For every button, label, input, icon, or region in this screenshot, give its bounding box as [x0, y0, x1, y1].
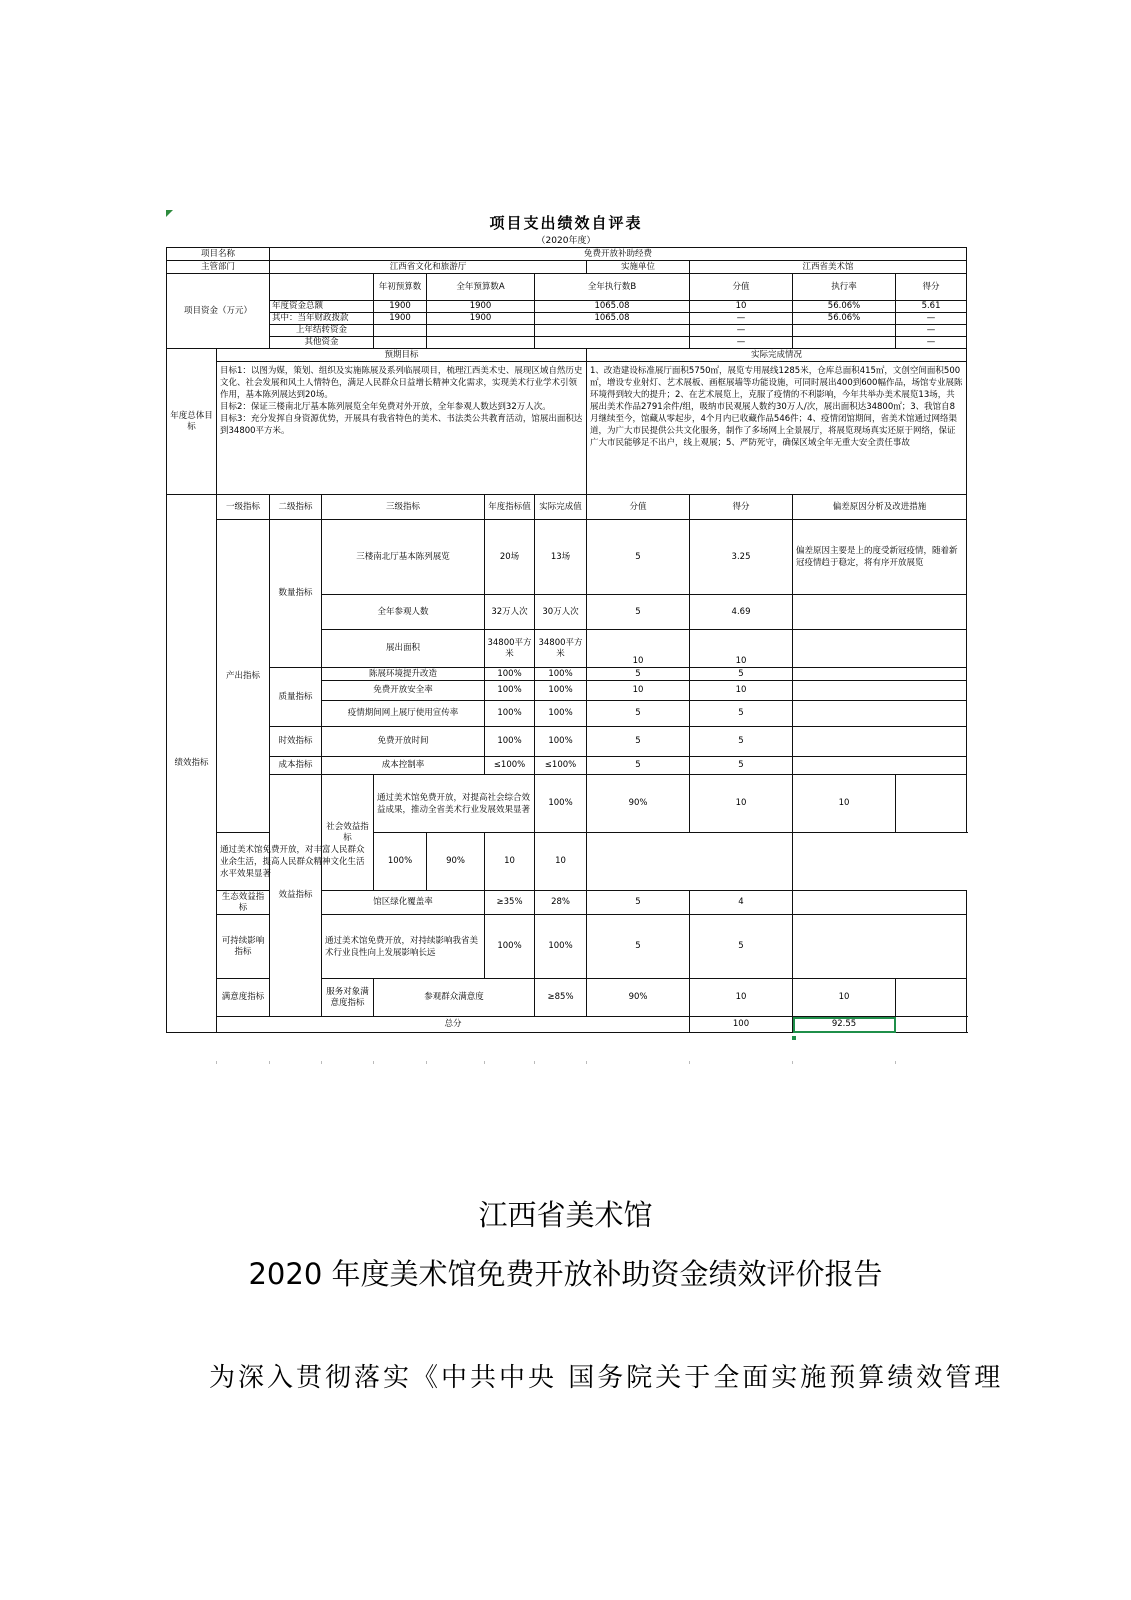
funds-cell — [793, 325, 896, 337]
funds-cell: — — [896, 337, 967, 349]
funds-cell: 1065.08 — [535, 313, 690, 325]
indicator-name: 参观群众满意度 — [374, 979, 535, 1017]
indicator-value: 10 — [690, 979, 793, 1017]
dept-label: 主管部门 — [167, 261, 270, 274]
indicator-target: 100% — [485, 668, 535, 681]
funds-header: 得分 — [896, 274, 967, 301]
funds-header: 全年预算数A — [427, 274, 535, 301]
funds-cell: 5.61 — [896, 301, 967, 313]
table-row — [167, 301, 967, 313]
indicator-score: 5 — [690, 668, 793, 681]
indicator-note — [793, 630, 967, 668]
selection-fill-handle[interactable] — [792, 1036, 796, 1040]
eco-label: 生态效益指标 — [217, 891, 270, 915]
indicator-value: 10 — [485, 833, 535, 891]
indicator-actual: 100% — [535, 915, 587, 979]
funds-cell: 1900 — [427, 301, 535, 313]
indicator-score: 5 — [690, 915, 793, 979]
table-row — [167, 325, 967, 337]
funds-cell — [374, 337, 427, 349]
indicator-actual: 34800平方米 — [535, 630, 587, 668]
table-row — [167, 668, 967, 681]
indicator-name: 馆区绿化覆盖率 — [322, 891, 485, 915]
goals-label: 年度总体目标 — [167, 349, 217, 495]
quantity-label: 数量指标 — [270, 520, 322, 668]
indicator-actual: 100% — [535, 668, 587, 681]
funds-label: 项目资金（万元） — [167, 274, 270, 349]
evaluation-table — [166, 247, 967, 1033]
indicator-target: 100% — [535, 775, 587, 833]
indicator-score: 5 — [690, 727, 793, 757]
indicator-score: 3.25 — [690, 520, 793, 595]
indicator-name: 全年参观人数 — [322, 595, 485, 630]
indicator-note: 偏差原因主要是上的度受新冠疫情，随着新冠疫情趋于稳定，将有序开放展览 — [793, 520, 967, 595]
indicator-value: 5 — [587, 595, 690, 630]
table-row — [167, 520, 967, 595]
goals-actual-header: 实际完成情况 — [587, 349, 967, 362]
funds-cell: 1900 — [374, 301, 427, 313]
indicator-score: 5 — [690, 757, 793, 775]
funds-cell: 1065.08 — [535, 301, 690, 313]
indicator-header: 三级指标 — [322, 495, 485, 520]
indicator-name: 三楼南北厅基本陈列展览 — [322, 520, 485, 595]
indicator-target: 100% — [485, 681, 535, 701]
indicator-actual: 90% — [587, 979, 690, 1017]
table-row — [167, 248, 967, 261]
indicator-header: 一级指标 — [217, 495, 270, 520]
funds-header: 全年执行数B — [535, 274, 690, 301]
indicator-score: 10 — [690, 630, 793, 668]
funds-cell: — — [896, 325, 967, 337]
evaluation-sheet — [166, 210, 966, 1033]
cost-label: 成本指标 — [270, 757, 322, 775]
indicator-name: 通过美术馆免费开放，对提高社会综合效益成果，推动全省美术行业发展效果显著 — [374, 775, 535, 833]
impl-label: 实施单位 — [587, 261, 690, 274]
indicator-actual: 100% — [535, 681, 587, 701]
indicator-name: 展出面积 — [322, 630, 485, 668]
table-row — [167, 362, 967, 495]
dept-value: 江西省文化和旅游厅 — [270, 261, 587, 274]
indicator-score: 4 — [690, 891, 793, 915]
funds-row-name: 其他资金 — [270, 337, 374, 349]
funds-cell: — — [690, 325, 793, 337]
indicator-name: 陈展环境提升改造 — [322, 668, 485, 681]
quality-label: 质量指标 — [270, 668, 322, 727]
indicator-score: 4.69 — [690, 595, 793, 630]
indicator-actual: 28% — [535, 891, 587, 915]
indicator-target: ≤100% — [485, 757, 535, 775]
report-first-line: 为深入贯彻落实《中共中央 国务院关于全面实施预算绩效管理 — [209, 1363, 1004, 1393]
indicator-actual: 100% — [535, 727, 587, 757]
indicator-actual: 100% — [535, 701, 587, 727]
indicator-target: 34800平方米 — [485, 630, 535, 668]
indicator-value: 10 — [690, 775, 793, 833]
funds-cell — [535, 325, 690, 337]
indicator-score: 5 — [690, 701, 793, 727]
funds-cell: 10 — [690, 301, 793, 313]
funds-cell: — — [896, 313, 967, 325]
indicator-name: 疫情期间网上展厅使用宣传率 — [322, 701, 485, 727]
indicator-header: 偏差原因分析及改进措施 — [793, 495, 967, 520]
indicator-target: ≥35% — [485, 891, 535, 915]
indicator-name: 免费开放时间 — [322, 727, 485, 757]
funds-row-name: 上年结转资金 — [270, 325, 374, 337]
funds-cell: 56.06% — [793, 313, 896, 325]
indicators-label: 绩效指标 — [167, 495, 217, 1033]
funds-cell: 56.06% — [793, 301, 896, 313]
indicator-header: 年度指标值 — [485, 495, 535, 520]
indicator-target: ≥85% — [535, 979, 587, 1017]
social-label: 社会效益指标 — [322, 775, 374, 891]
indicator-value: 5 — [587, 891, 690, 915]
funds-header: 年初预算数 — [374, 274, 427, 301]
funds-cell: — — [690, 313, 793, 325]
indicator-value: 5 — [587, 727, 690, 757]
table-row — [167, 727, 967, 757]
funds-cell — [535, 337, 690, 349]
goals-expected-header: 预期目标 — [217, 349, 587, 362]
table-title: 项目支出绩效自评表 — [489, 214, 643, 232]
funds-row-name: 其中：当年财政拨款 — [270, 313, 374, 325]
indicator-actual: 13场 — [535, 520, 587, 595]
table-year: （2020年度） — [536, 236, 596, 246]
funds-cell: — — [690, 337, 793, 349]
indicator-target: 100% — [485, 727, 535, 757]
funds-cell: 1900 — [427, 313, 535, 325]
satisfaction-sub-label: 服务对象满意度指标 — [322, 979, 374, 1017]
indicator-target: 32万人次 — [485, 595, 535, 630]
indicator-header: 得分 — [690, 495, 793, 520]
effect-label: 效益指标 — [270, 775, 322, 1017]
funds-header: 执行率 — [793, 274, 896, 301]
funds-row-name: 年度资金总额 — [270, 301, 374, 313]
indicator-actual: 30万人次 — [535, 595, 587, 630]
project-name-label: 项目名称 — [167, 248, 270, 261]
total-value: 100 — [690, 1017, 793, 1033]
indicator-target: 100% — [485, 915, 535, 979]
indicator-target: 20场 — [485, 520, 535, 595]
table-row — [167, 261, 967, 274]
funds-cell — [427, 337, 535, 349]
indicator-value: 5 — [587, 668, 690, 681]
indicator-score: 10 — [793, 775, 896, 833]
funds-cell: 1900 — [374, 313, 427, 325]
indicator-value: 5 — [587, 915, 690, 979]
indicator-value: 5 — [587, 757, 690, 775]
indicator-actual: ≤100% — [535, 757, 587, 775]
funds-header: 分值 — [690, 274, 793, 301]
indicator-header: 二级指标 — [270, 495, 322, 520]
funds-cell — [793, 337, 896, 349]
table-row — [167, 833, 967, 891]
funds-cell — [427, 325, 535, 337]
indicator-value: 10 — [587, 630, 690, 668]
indicator-target: 100% — [485, 701, 535, 727]
indicator-note — [793, 595, 967, 630]
indicator-header: 实际完成值 — [535, 495, 587, 520]
satisfaction-label: 满意度指标 — [217, 979, 270, 1017]
indicator-score: 10 — [793, 979, 896, 1017]
indicator-name: 免费开放安全率 — [322, 681, 485, 701]
report-org: 江西省美术馆 — [478, 1198, 653, 1232]
output-label: 产出指标 — [217, 520, 270, 833]
indicator-value: 5 — [587, 701, 690, 727]
table-row — [167, 757, 967, 775]
indicator-value: 5 — [587, 520, 690, 595]
total-score-cell[interactable]: 92.55 — [793, 1017, 896, 1033]
table-row — [167, 495, 967, 520]
indicator-actual: 90% — [427, 833, 485, 891]
indicator-name: 通过美术馆免费开放，对持续影响我省美术行业良性向上发展影响长远 — [322, 915, 485, 979]
goals-actual-text: 1、改造建设标准展厅面积5750㎡，展览专用展线1285米，仓库总面积415㎡，文创空间面积500㎡，增设专业射灯、艺术展板、画框展墙等功能设施，可同时展出400到600幅作品，场馆专业展陈环境得到较大的提升；2、在艺术展览上，克服了疫情的不利影响，今年共举办美术展览13场，共展出美术作品2791余件/组，吸纳市民观展人数约30万人/次，展出面积达34800㎡；3、我馆自8月继续至今，馆藏从零起步，4个月内已收藏作品546件；4、疫情闭馆期间，省美术馆通过网络渠道，为广大市民提供公共文化服务，制作了多场网上全景展厅，将展览现场真实还原于网络，保证广大市民能够足不出户，线上观展；5、严防死守，确保区域全年无重大安全责任事故 — [587, 362, 967, 495]
indicator-actual: 90% — [587, 775, 690, 833]
indicator-name: 通过美术馆免费开放，对丰富人民群众业余生活，提高人民群众精神文化生活水平效果显著 — [217, 833, 374, 891]
indicator-score: 10 — [690, 681, 793, 701]
sheet-gridline-ticks — [166, 1061, 966, 1067]
goals-expected-text: 目标1：以图为媒，策划、组织及实施陈展及系列临展项目，梳理江西美术史、展现区域自然历史文化、社会发展和风土人情特色，满足人民群众日益增长精神文化需求，实现美术行业学术引领作用，基本陈列展达到20场。 目标2：保证三楼南北厅基本陈列展览全年免费对外开放，全年参观人数达到32万人次。 目标3：充分发挥自身资源优势，开展具有我省特色的美术、书法类公共教育活动，馆展出面积达到34800平方米。 — [217, 362, 587, 495]
indicator-target: 100% — [374, 833, 427, 891]
table-row — [167, 1017, 967, 1033]
project-name-value: 免费开放补助经费 — [270, 248, 967, 261]
table-row — [167, 313, 967, 325]
funds-cell — [374, 325, 427, 337]
report-title: 2020 年度美术馆免费开放补助资金绩效评价报告 — [248, 1257, 883, 1291]
indicator-score: 10 — [535, 833, 587, 891]
table-row — [167, 274, 967, 301]
time-label: 时效指标 — [270, 727, 322, 757]
indicator-value: 10 — [587, 681, 690, 701]
total-label: 总分 — [217, 1017, 690, 1033]
indicator-header: 分值 — [587, 495, 690, 520]
table-row — [167, 337, 967, 349]
table-row — [167, 349, 967, 362]
impl-value: 江西省美术馆 — [690, 261, 967, 274]
table-row — [167, 775, 967, 833]
indicator-name: 成本控制率 — [322, 757, 485, 775]
sustain-label: 可持续影响指标 — [217, 915, 270, 979]
